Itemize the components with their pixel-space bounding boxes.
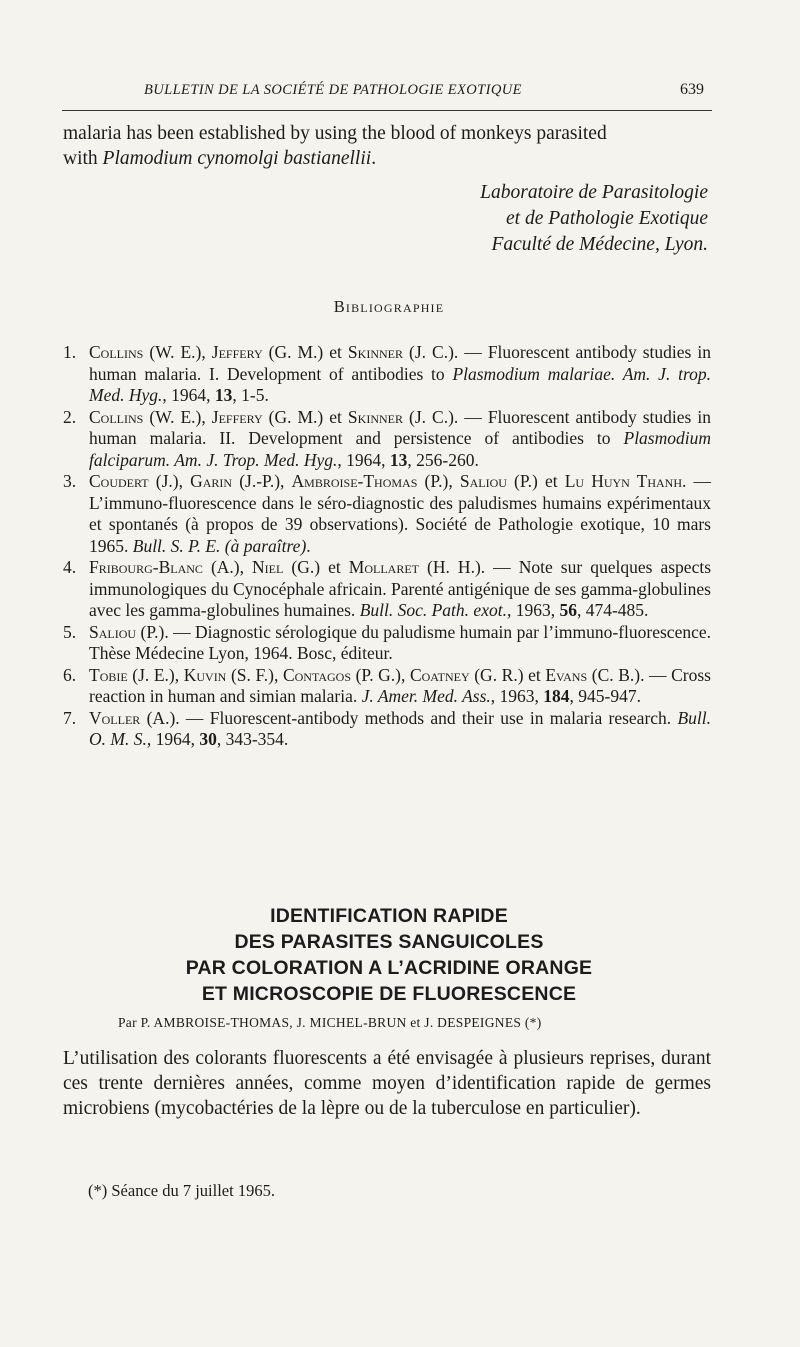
article-title-line-4: ET MICROSCOPIE DE FLUORESCENCE bbox=[201, 983, 577, 1005]
reference-author: Garin bbox=[190, 471, 233, 491]
reference-author: Voller bbox=[89, 707, 141, 728]
affiliation bbox=[480, 180, 708, 258]
reference-text: (W. E.), bbox=[143, 406, 212, 427]
reference-journal: Bull. Soc. Path. exot. bbox=[359, 600, 507, 620]
reference-author: Contagos bbox=[282, 664, 351, 685]
affiliation-line-1: Laboratoire de Parasitologie bbox=[480, 182, 708, 203]
reference-7 bbox=[63, 708, 711, 751]
reference-2 bbox=[63, 407, 711, 472]
reference-journal: Bull. S. P. E. (à paraître) bbox=[132, 535, 307, 556]
reference-text: (G. M.) et bbox=[262, 342, 348, 362]
reference-text: (J. E.), bbox=[127, 664, 184, 685]
reference-volume: 13 bbox=[389, 449, 408, 470]
article-title-line-1: IDENTIFICATION RAPIDE bbox=[270, 905, 508, 927]
article-title-line-2: DES PARASITES SANGUICOLES bbox=[234, 931, 544, 953]
reference-text: (H. H.). — Note sur quelques aspects immunologiques du Cynocéphale africain. Parenté antigénique de ses gamma-globulines avec les gamma-globulines humaines. bbox=[89, 557, 712, 620]
byline bbox=[118, 1015, 542, 1031]
reference-volume: 30 bbox=[199, 729, 217, 749]
reference-text: . bbox=[306, 535, 311, 556]
page-number: 639 bbox=[680, 81, 704, 98]
reference-text: , 1-5. bbox=[232, 385, 269, 405]
reference-text: (J.-P.), bbox=[232, 471, 292, 491]
reference-text: (P. G.), bbox=[351, 664, 410, 685]
reference-author: Kuvin bbox=[183, 664, 227, 685]
reference-author: Tobie bbox=[89, 664, 128, 685]
intro-paragraph bbox=[63, 121, 711, 171]
reference-author: Saliou bbox=[459, 471, 507, 491]
affiliation-line-3: Faculté de Médecine, Lyon. bbox=[491, 234, 708, 255]
reference-list bbox=[63, 342, 711, 751]
reference-text: (S. F.), bbox=[226, 664, 283, 685]
reference-text: (A.), bbox=[202, 557, 253, 577]
reference-author: Collins bbox=[89, 406, 144, 427]
byline-par: Par bbox=[118, 1015, 137, 1030]
reference-volume: 184 bbox=[543, 686, 570, 706]
reference-3 bbox=[63, 471, 711, 557]
reference-number: 2. bbox=[63, 406, 77, 427]
reference-1 bbox=[63, 342, 711, 407]
running-header bbox=[62, 78, 712, 111]
reference-author: Evans bbox=[545, 664, 588, 685]
reference-text: (G.) et bbox=[283, 557, 349, 577]
reference-5 bbox=[63, 622, 711, 665]
reference-number: 5. bbox=[63, 621, 77, 642]
reference-journal: Plasmodium falciparum. Am. J. Trop. Med. Hyg. bbox=[89, 428, 711, 470]
intro-line-1: malaria has been established by using the blood of monkeys parasited bbox=[63, 123, 607, 144]
reference-number: 1. bbox=[63, 342, 77, 362]
reference-number: 7. bbox=[63, 707, 77, 728]
intro-line-2-suffix: . bbox=[371, 148, 377, 169]
reference-author: Skinner bbox=[347, 342, 403, 362]
body-paragraph: L’utilisation des colorants fluorescents a été envisagée à plusieurs reprises, durant ces trente dernières années, comme moyen d’identification rapide de germes microbiens (mycobactéries de la lèpre ou de la tuberculose en particulier). bbox=[63, 1048, 711, 1119]
intro-species: Plamodium cynomolgi bastianellii bbox=[102, 148, 372, 169]
reference-author: Mollaret bbox=[348, 557, 419, 577]
reference-text: , 256-260. bbox=[407, 449, 479, 470]
footnote: (*) Séance du 7 juillet 1965. bbox=[88, 1181, 275, 1200]
reference-text: (J. C.). — Fluorescent antibody studies in human malaria. I. Development of antibodies to bbox=[89, 342, 711, 384]
reference-6 bbox=[63, 665, 711, 708]
reference-text: . — L’immuno-fluorescence dans le séro-diagnostic des paludismes humains expérimentaux et spontanés (à propos de 39 observations). Société de Pathologie exotique, 10 mars 1965. bbox=[89, 471, 712, 556]
reference-text: , 474-485. bbox=[576, 600, 649, 620]
reference-author: Collins bbox=[89, 342, 144, 362]
reference-text: (G. R.) et bbox=[469, 664, 546, 685]
intro-line-2-prefix: with bbox=[63, 148, 103, 169]
reference-text: (J. C.). — Fluorescent antibody studies in human malaria. II. Development and persistence of antibodies to bbox=[89, 406, 711, 448]
reference-text: (G. M.) et bbox=[262, 406, 348, 427]
reference-journal: J. Amer. Med. Ass. bbox=[361, 686, 491, 706]
reference-author: Jeffery bbox=[211, 406, 263, 427]
reference-volume: 56 bbox=[559, 600, 577, 620]
reference-author: Ambroise-Thomas bbox=[291, 471, 418, 491]
article-title bbox=[0, 903, 778, 1007]
reference-text: (J.), bbox=[148, 471, 191, 491]
reference-text: , 1964, bbox=[162, 385, 215, 405]
reference-number: 3. bbox=[63, 471, 77, 491]
reference-text: , 1963, bbox=[490, 686, 544, 706]
byline-footnote-mark: (*) bbox=[524, 1015, 542, 1030]
byline-authors: P. AMBROISE-THOMAS, J. MICHEL-BRUN et J. DESPEIGNES bbox=[140, 1015, 522, 1030]
reference-number: 4. bbox=[63, 557, 77, 577]
reference-text: , 1964, bbox=[146, 729, 200, 749]
reference-text: (A.). — Fluorescent-antibody methods and their use in malaria research. bbox=[140, 707, 678, 728]
reference-volume: 13 bbox=[214, 385, 233, 405]
reference-author: Coudert bbox=[89, 471, 149, 491]
reference-text: , 343-354. bbox=[216, 729, 289, 749]
reference-text: (C. B.). — Cross reaction in human and simian malaria. bbox=[89, 664, 711, 706]
reference-text: (P.), bbox=[417, 471, 460, 491]
journal-title: BULLETIN DE LA SOCIÉTÉ DE PATHOLOGIE EXOTIQUE bbox=[144, 82, 522, 98]
reference-author: Niel bbox=[252, 557, 284, 577]
article-title-line-3: PAR COLORATION A L’ACRIDINE ORANGE bbox=[185, 957, 593, 979]
reference-author: Skinner bbox=[347, 406, 403, 427]
affiliation-line-2: et de Pathologie Exotique bbox=[506, 208, 708, 229]
reference-author: Fribourg-Blanc bbox=[89, 557, 203, 577]
reference-journal: Plasmodium malariae. Am. J. trop. Med. Hyg. bbox=[89, 363, 711, 405]
reference-text: (P.) et bbox=[506, 471, 565, 491]
reference-author: Jeffery bbox=[211, 342, 263, 362]
reference-text: , 1963, bbox=[506, 600, 560, 620]
reference-number: 6. bbox=[63, 664, 77, 685]
reference-text: , 945-947. bbox=[569, 686, 641, 706]
reference-4 bbox=[63, 557, 711, 622]
reference-text: (P.). — Diagnostic sérologique du paludisme humain par l’immuno-fluorescence. Thèse Médecine Lyon, 1964. Bosc, éditeur. bbox=[89, 621, 711, 663]
reference-author: Lu Huyn Thanh bbox=[564, 471, 683, 491]
reference-text: , 1964, bbox=[337, 449, 390, 470]
reference-author: Saliou bbox=[89, 621, 137, 642]
reference-author: Coatney bbox=[409, 664, 470, 685]
reference-text: (W. E.), bbox=[143, 342, 212, 362]
reference-journal: Bull. O. M. S. bbox=[89, 707, 711, 749]
bibliography-heading: Bibliographie bbox=[333, 297, 445, 316]
